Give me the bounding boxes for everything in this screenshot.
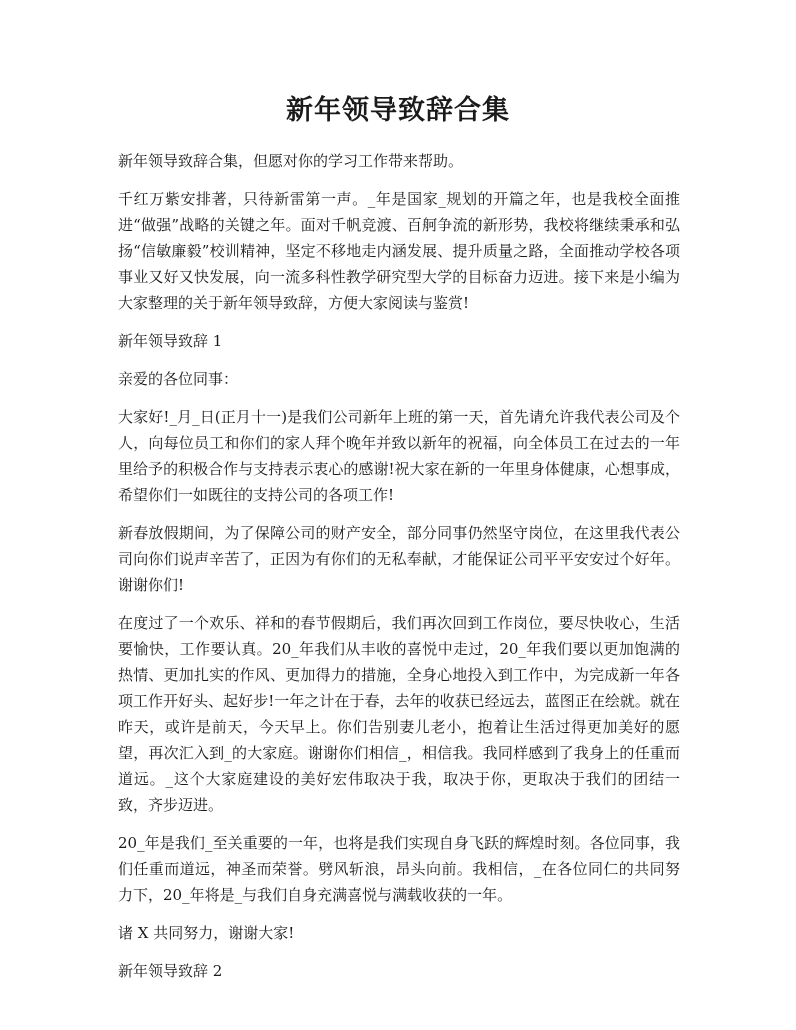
section-heading-2: 新年领导致辞 2: [118, 962, 223, 980]
body-paragraph: 大家好!_月_日(正月十一)是我们公司新年上班的第一天，首先请允许我代表公司及个人，向每位员工和你们的家人拜个晚年并致以新年的祝福，向全体员工在过去的一年里给予的积极合作与支持表示衷心的感谢!祝大家在新的一年里身体健康，心想事成，希望你们一如既往的支持公司的各项工作!: [118, 408, 680, 504]
body-paragraph: 在度过了一个欢乐、祥和的春节假期后，我们再次回到工作岗位，要尽快收心，生活要愉快，工作要认真。20_年我们从丰收的喜悦中走过，20_年我们要以更加饱满的热情、更加扎实的作风、更加得力的措施，全身心地投入到工作中，为完成新一年各项工作开好头、起好步!一年之计在于春，去年的收获已经远去，蓝图正在绘就。就在昨天，或许是前天，今天早上。你们告别妻儿老小，抱着让生活过得更加美好的愿望，再次汇入到_的大家庭。谢谢你们相信_，相信我。我同样感到了我身上的任重而道远。_这个大家庭建设的美好宏伟取决于我，取决于你，更取决于我们的团结一致，齐步迈进。: [118, 614, 680, 814]
closing-line: 诸 X 共同努力，谢谢大家!: [118, 924, 295, 942]
document-title: 新年领导致辞合集: [286, 95, 510, 126]
intro-paragraph: 新年领导致辞合集，但愿对你的学习工作带来帮助。: [118, 152, 464, 170]
document-body: [118, 148, 680, 996]
section-heading-1: 新年领导致辞 1: [118, 332, 223, 350]
preface-paragraph: 千红万紫安排著，只待新雷第一声。_年是国家_规划的开篇之年，也是我校全面推进“做强”战略的关键之年。面对千帆竞渡、百舸争流的新形势，我校将继续秉承和弘扬“信敏廉毅”校训精神，坚定不移地走内涵发展、提升质量之路，全面推动学校各项事业又好又快发展，向一流多科性教学研究型大学的目标奋力迈进。接下来是小编为大家整理的关于新年领导致辞，方便大家阅读与鉴赏!: [118, 190, 680, 312]
body-paragraph: 20_年是我们_至关重要的一年，也将是我们实现自身飞跃的辉煌时刻。各位同事，我们任重而道远，神圣而荣誉。劈风斩浪，昂头向前。我相信，_在各位同仁的共同努力下，20_年将是_与我们自身充满喜悦与满载收获的一年。: [118, 834, 680, 904]
salutation: 亲爱的各位同事：: [118, 370, 239, 388]
body-paragraph: 新春放假期间，为了保障公司的财产安全，部分同事仍然坚守岗位，在这里我代表公司向你们说声辛苦了，正因为有你们的无私奉献，才能保证公司平平安安过个好年。谢谢你们!: [118, 524, 680, 594]
